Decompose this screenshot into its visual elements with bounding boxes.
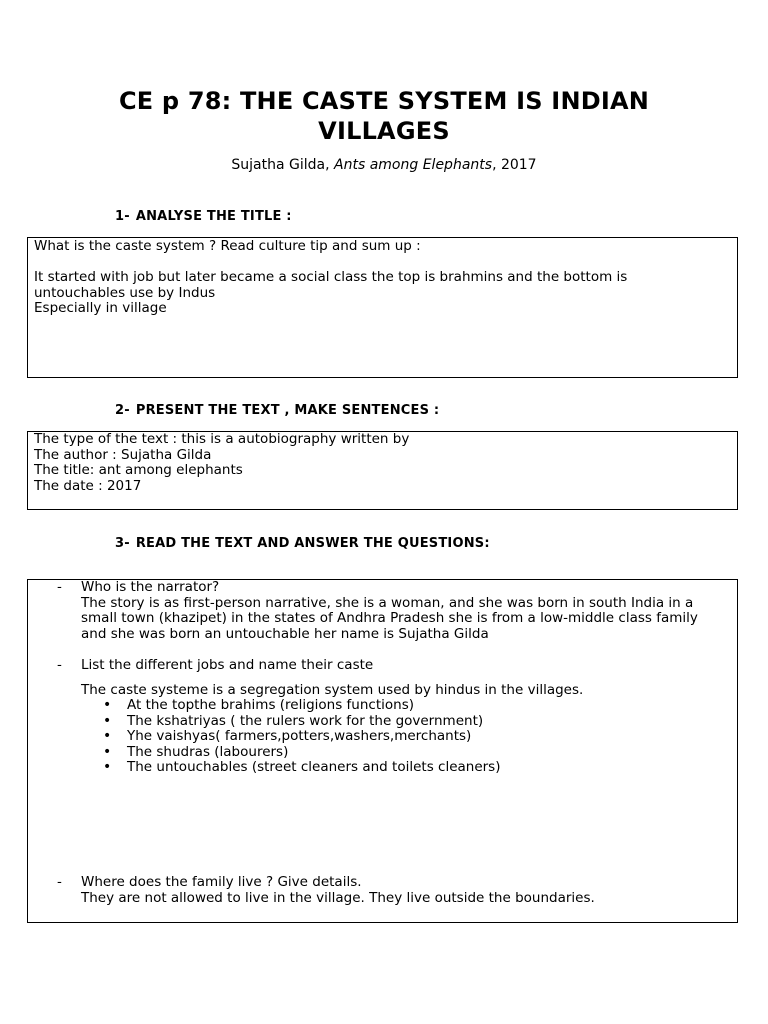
section-1-number: 1- (115, 209, 130, 224)
author-line: The author : Sujatha Gilda (34, 446, 212, 463)
bullet-icon: • (103, 743, 112, 760)
section-2-title: PRESENT THE TEXT , MAKE SENTENCES : (135, 403, 440, 418)
caste-item-text: The kshatriyas ( the rulers work for the government) (127, 712, 484, 729)
section-1-line: Especially in village (34, 300, 167, 316)
answer-2-intro: The caste systeme is a segregation system used by hindus in the villages. (81, 681, 584, 698)
page-title: CE p 78: THE CASTE SYSTEM IS INDIAN VILLAGES (118, 87, 650, 145)
answer-1-line: The story is as first-person narrative, she is a woman, and she was born in south India in a (81, 594, 694, 611)
section-1-line: It started with job but later became a social class the top is brahmins and the bottom is (34, 269, 628, 285)
section-1-title: ANALYSE THE TITLE : (135, 209, 292, 224)
list-item (81, 729, 729, 745)
citation-book-title: Ants among Elephants (334, 157, 493, 173)
section-2-answer-box (27, 431, 738, 510)
dash-marker: - (57, 579, 62, 595)
question-2-block (28, 658, 737, 776)
section-2-number: 2- (115, 403, 130, 418)
caste-item-text: At the topthe brahims (religions functions) (127, 697, 415, 713)
question-3-block (28, 875, 737, 906)
caste-item-text: The shudras (labourers) (127, 743, 289, 760)
citation-author: Sujatha Gilda, (231, 157, 335, 173)
answer-3: They are not allowed to live in the village. They live outside the boundaries. (81, 889, 595, 906)
caste-item-text: Yhe vaishyas( farmers,potters,washers,merchants) (127, 728, 472, 744)
section-3-title: READ THE TEXT AND ANSWER THE QUESTIONS: (135, 536, 490, 551)
list-item (81, 714, 729, 730)
citation-year: , 2017 (492, 157, 537, 173)
section-3-answer-box (27, 579, 738, 923)
question-2: List the different jobs and name their caste (81, 657, 374, 673)
blank-line (34, 255, 731, 271)
answer-1-line: small town (khazipet) in the states of Andhra Pradesh she is from a low-middle class family (81, 610, 698, 626)
section-3-number: 3- (115, 536, 130, 551)
list-item (81, 760, 729, 776)
question-3: Where does the family live ? Give details. (81, 874, 362, 890)
dash-marker: - (57, 874, 62, 890)
question-1: Who is the narrator? (81, 579, 220, 595)
caste-list (81, 698, 729, 776)
date-line: The date : 2017 (34, 477, 142, 494)
bullet-icon: • (103, 697, 112, 713)
caste-item-text: The untouchables (street cleaners and toilets cleaners) (127, 759, 501, 775)
bullet-icon: • (103, 712, 112, 729)
list-item (81, 745, 729, 761)
section-1-line: untouchables use by Indus (34, 284, 216, 301)
question-1-block (28, 580, 737, 642)
bullet-icon: • (103, 759, 112, 775)
section-3-heading (115, 536, 490, 552)
source-citation (60, 156, 708, 174)
section-1-answer-box (27, 237, 738, 378)
list-item (81, 698, 729, 714)
bullet-icon: • (103, 728, 112, 744)
section-1-line: What is the caste system ? Read culture tip and sum up : (34, 238, 421, 254)
dash-marker: - (57, 657, 62, 673)
section-1-heading (115, 209, 292, 225)
title-line: The title: ant among elephants (34, 462, 243, 478)
text-type-line: The type of the text : this is a autobiography written by (34, 431, 410, 447)
answer-1-line: and she was born an untouchable her name is Sujatha Gilda (81, 625, 489, 642)
section-2-heading (115, 403, 439, 419)
